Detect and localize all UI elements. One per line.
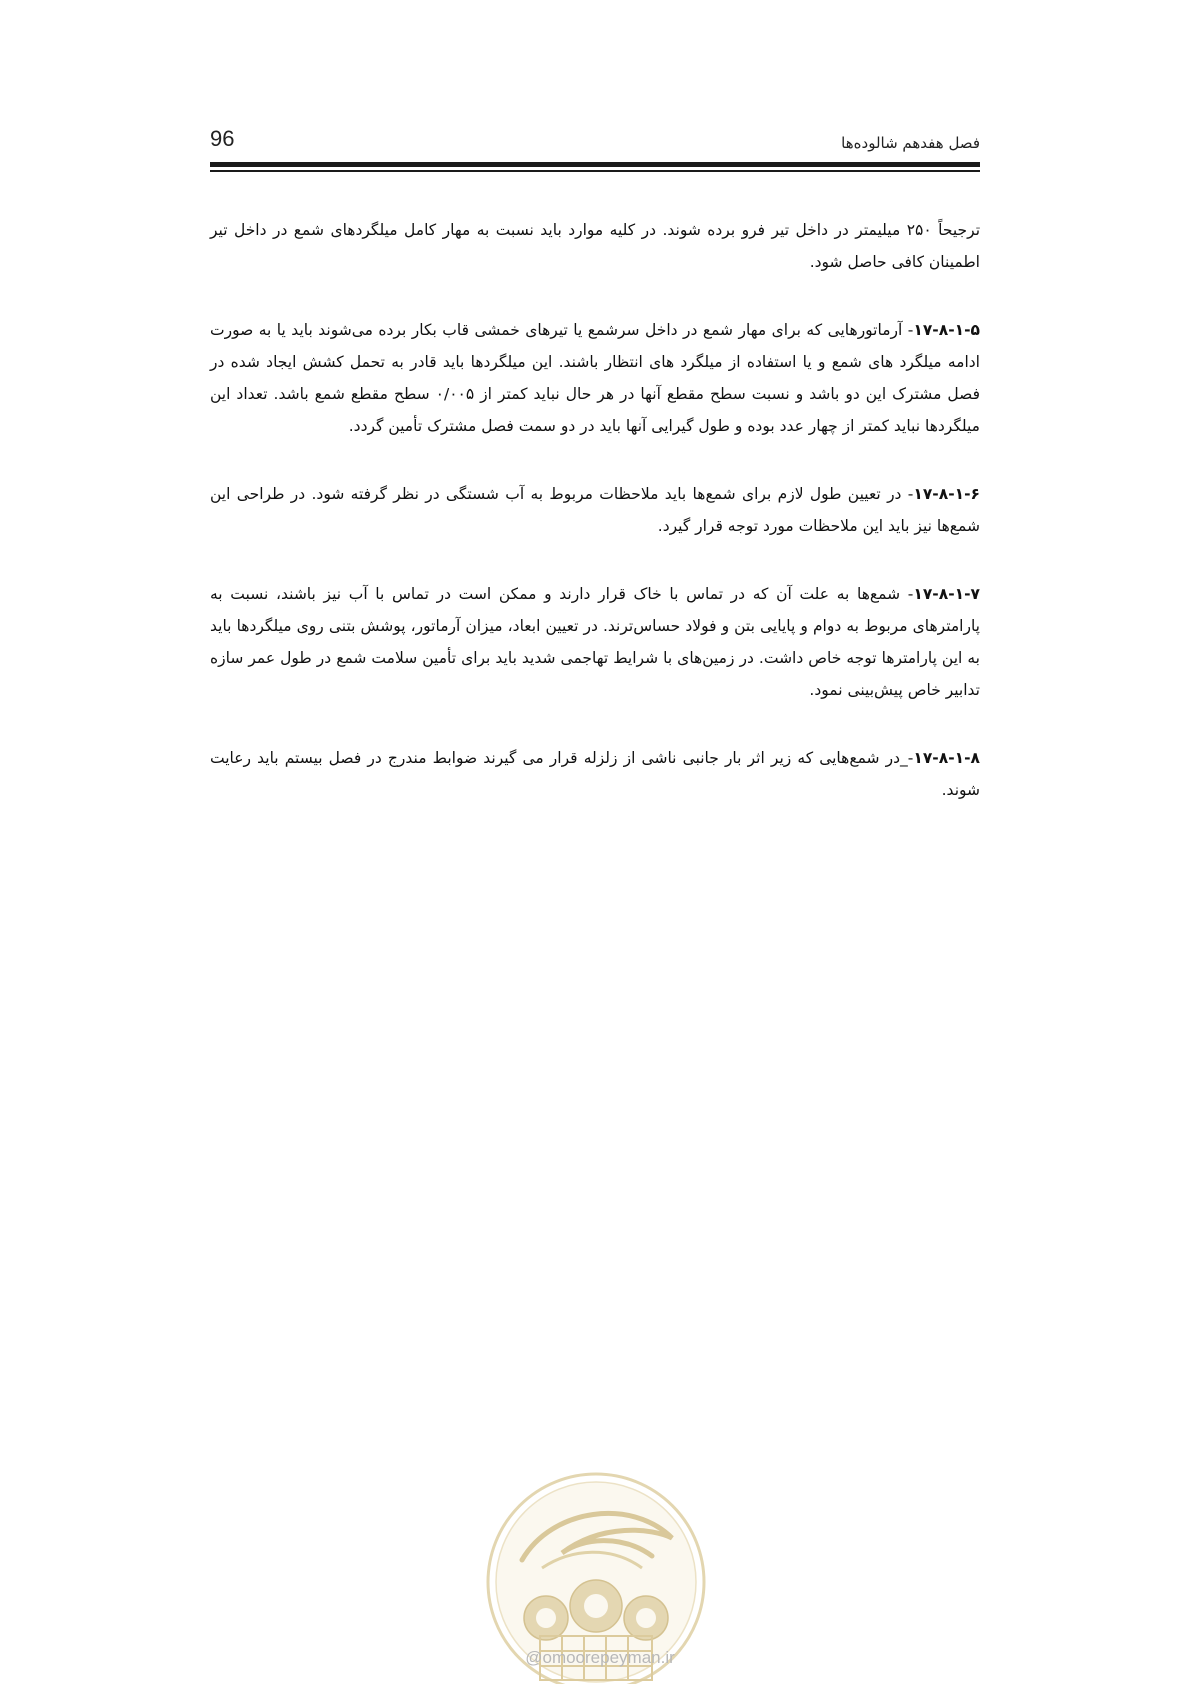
clause-text: - شمع‌ها به علت آن که در تماس با خاک قرار دارند و ممکن است در تماس با آب نیز باشند، نسبت به پارامترهای مربوط به دوام و پایایی بتن و فولاد حساس‌ترند. در تعیین ابعاد، میزان آرماتور، پوشش بتنی روی میلگردها باید به این پارامترها توجه خاص داشت. در زمین‌های با شرایط تهاجمی شدید باید برای تأمین سلامت شمع در طول عمر سازه تدابیر خاص پیش‌بینی نمود. — [210, 585, 980, 699]
clause-17-8-1-7 — [210, 578, 980, 706]
clause-number: ۱۷-۸-۱-۷ — [913, 585, 980, 603]
paragraph-continuation — [210, 214, 980, 278]
clause-number: ۱۷-۸-۱-۵ — [913, 321, 980, 339]
header-rule-thin — [210, 170, 980, 172]
header-rule-thick — [210, 162, 980, 167]
watermark-site — [480, 1648, 720, 1668]
clause-17-8-1-6 — [210, 478, 980, 542]
clause-text: - در تعیین طول لازم برای شمع‌ها باید ملاحظات مربوط به آب شستگی در نظر گرفته شود. در طراحی این شمع‌ها نیز باید این ملاحظات مورد توجه قرار گیرد. — [210, 485, 980, 535]
clause-number: ۱۷-۸-۱-۶ — [913, 485, 980, 503]
clause-17-8-1-8 — [210, 742, 980, 806]
chapter-title: فصل هفدهم شالوده‌ها — [841, 134, 980, 152]
paragraph-text: ترجیحاً ۲۵۰ میلیمتر در داخل تیر فرو برده شوند. در کلیه موارد باید نسبت به مهار کامل میلگردهای شمع در داخل تیر اطمینان کافی حاصل شود. — [210, 221, 981, 271]
at-icon: @ — [525, 1648, 543, 1667]
clause-text: -_در شمع‌هایی که زیر اثر بار جانبی ناشی از زلزله قرار می گیرند ضوابط مندرج در فصل بیستم باید رعایت شوند. — [210, 749, 980, 799]
watermark-site-text: omoorepeyman.ir — [542, 1648, 675, 1667]
page-number: 96 — [210, 126, 235, 151]
clause-17-8-1-5 — [210, 314, 980, 442]
clause-text: - آرماتورهایی که برای مهار شمع در داخل سرشمع یا تیرهای خمشی قاب بکار برده می‌شوند باید یا به صورت ادامه میلگرد های شمع و یا استفاده از میلگرد های انتظار باشند. این میلگردها باید قادر به تحمل کشش ایجاد شده در فصل مشترک این دو باشد و نسبت سطح مقطع آنها در هر حال نباید کمتر از ۰/۰۰۵ سطح مقطع شمع باشد. تعداد این میلگردها نباید کمتر از چهار عدد بوده و طول گیرایی آنها باید در دو سمت فصل مشترک تأمین گردد. — [210, 321, 980, 435]
page-header — [210, 122, 980, 162]
clause-number: ۱۷-۸-۱-۸ — [913, 749, 980, 767]
page-body — [210, 214, 980, 842]
